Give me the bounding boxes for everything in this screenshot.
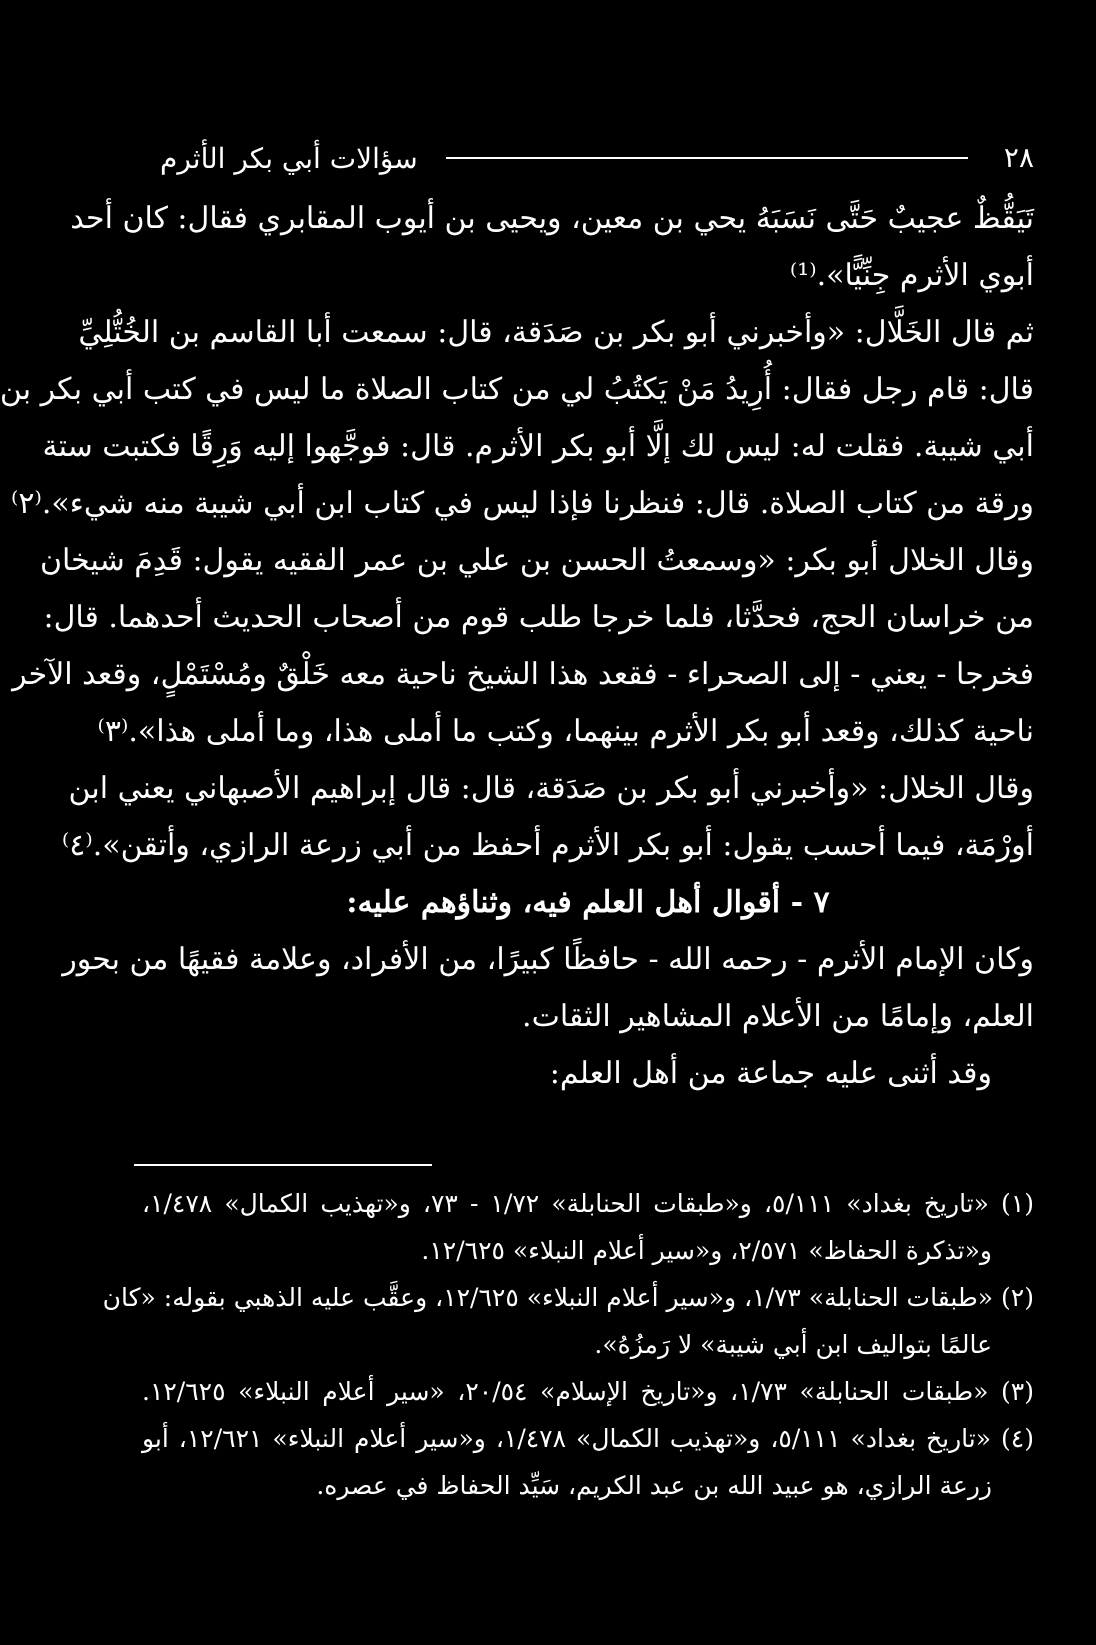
footnote-line: زرعة الرازي، هو عبيد الله بن عبد الكريم، سَيِّد الحفاظ في عصره. <box>316 1471 992 1500</box>
text-line: تَيَقُّظٌ عجيبٌ حَتَّى نَسَبَهُ يحي بن معين، ويحيى بن أيوب المقابري فقال: كان أحد <box>70 201 1034 236</box>
footnote-separator <box>134 1164 432 1166</box>
text-line: فخرجا - يعني - إلى الصحراء - فقعد هذا الشيخ ناحية معه خَلْقٌ ومُسْتَمْلٍ، وقعد الآخر <box>12 657 1034 692</box>
text-line: العلم، وإمامًا من الأعلام المشاهير الثقات. <box>522 999 1034 1034</box>
text-line: أبي شيبة. فقلت له: ليس لك إلَّا أبو بكر الأثرم. قال: فوجَّهوا إليه وَرِقًا فكتبت ستة <box>42 429 1034 464</box>
text-line: أورْمَة، فيما أحسب يقول: أبو بكر الأثرم أحفظ من أبي زرعة الرازي، وأتقن».⁽٤⁾ <box>61 828 1034 863</box>
text-line: وقد أثنى عليه جماعة من أهل العلم: <box>549 1056 992 1091</box>
footnote-line: عالمًا بتواليف ابن أبي شيبة» لا رَمزُهُ». <box>594 1330 992 1359</box>
text-line: وقال الخلال أبو بكر: «وسمعتُ الحسن بن علي بن عمر الفقيه يقول: قَدِمَ شيخان <box>39 543 1034 578</box>
section-heading: ٧ - أقوال أهل العلم فيه، وثناؤهم عليه: <box>346 885 830 920</box>
text-line: ورقة من كتاب الصلاة. قال: فنظرنا فإذا ليس في كتاب ابن أبي شيبة منه شيء».⁽٢⁾ <box>10 486 1034 521</box>
page-header <box>160 138 1034 178</box>
running-title: سؤالات أبي بكر الأثرم <box>160 141 418 175</box>
text-line: أبوي الأثرم جِنِّيًّا».⁽¹⁾ <box>789 258 1034 293</box>
footnote-line: (٢) «طبقات الحنابلة» ١/٧٣، و«سير أعلام النبلاء» ١٢/٦٢٥، وعقَّب عليه الذهبي بقوله: «كان <box>102 1283 1034 1312</box>
main-text <box>0 190 1034 1102</box>
text-line: قال: قام رجل فقال: أُرِيدُ مَنْ يَكتُبُ لي من كتاب الصلاة ما ليس في كتب أبي بكر بن <box>0 372 1034 407</box>
footnote-line: (٤) «تاريخ بغداد» ٥/١١١، و«تهذيب الكمال» ١/٤٧٨، و«سير أعلام النبلاء» ١٢/٦٢١، أبو <box>142 1424 1034 1453</box>
footnote-line: و«تذكرة الحفاظ» ٢/٥٧١، و«سير أعلام النبلاء» ١٢/٦٢٥. <box>421 1236 992 1265</box>
footnote-line: (٣) «طبقات الحنابلة» ١/٧٣، و«تاريخ الإسلام» ٢٠/٥٤، «سير أعلام النبلاء» ١٢/٦٢٥. <box>142 1377 1034 1406</box>
text-line: وكان الإمام الأثرم - رحمه الله - حافظًا كبيرًا، من الأفراد، وعلامة فقيهًا من بحور <box>62 942 1034 977</box>
header-rule <box>446 157 968 159</box>
text-line: ثم قال الخَلَّال: «وأخبرني أبو بكر بن صَدَقة، قال: سمعت أبا القاسم بن الخُتُّلِيِّ <box>78 315 1034 350</box>
footnotes <box>102 1180 1035 1509</box>
text-line: وقال الخلال: «وأخبرني أبو بكر بن صَدَقة، قال: قال إبراهيم الأصبهاني يعني ابن <box>68 771 1034 806</box>
text-line: ناحية كذلك، وقعد أبو بكر الأثرم بينهما، وكتب ما أملى هذا، وما أملى هذا».⁽٣⁾ <box>97 714 1034 749</box>
footnote-line: (١) «تاريخ بغداد» ٥/١١١، و«طبقات الحنابلة» ١/٧٢ - ٧٣، و«تهذيب الكمال» ١/٤٧٨، <box>142 1189 1035 1218</box>
page-number: ٢٨ <box>1003 141 1034 174</box>
text-line: من خراسان الحج، فحدَّثا، فلما خرجا طلب قوم من أصحاب الحديث أحدهما. قال: <box>43 600 1034 635</box>
